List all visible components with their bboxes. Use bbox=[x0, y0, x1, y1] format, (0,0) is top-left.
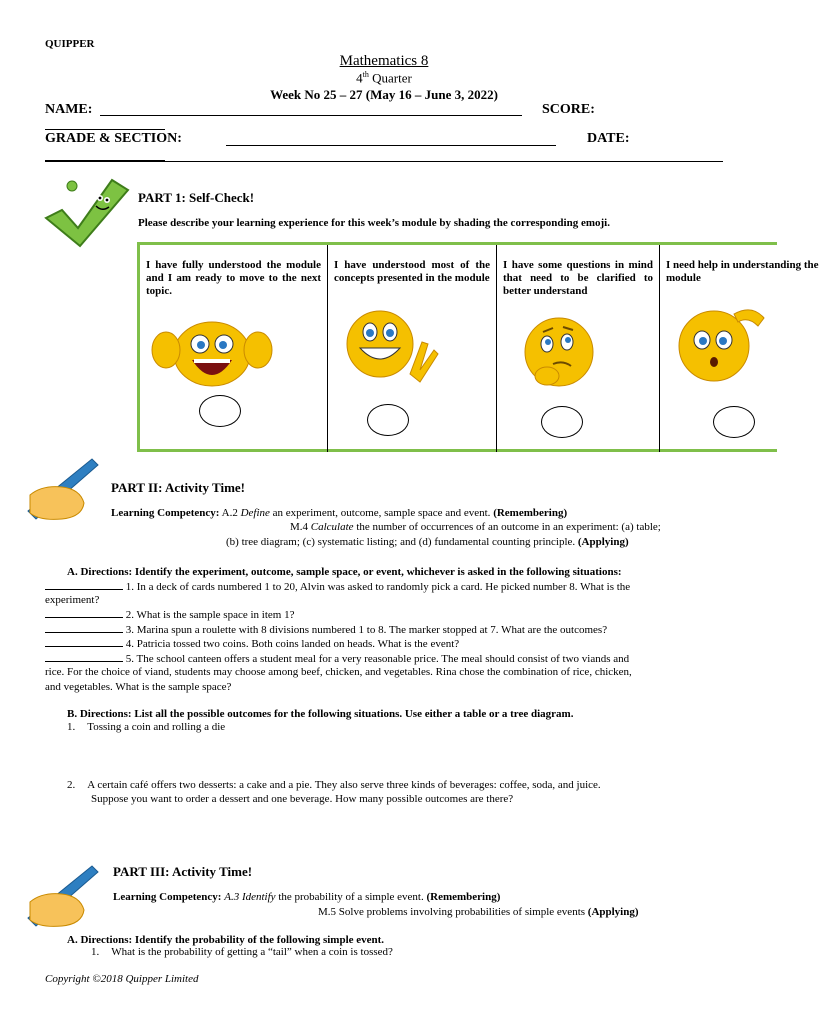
shade-circle-option-4[interactable] bbox=[713, 406, 755, 438]
week-label: Week No 25 – 27 (May 16 – June 3, 2022) bbox=[270, 87, 498, 102]
part3-directions-a: A. Directions: Identify the probability of the following simple event. bbox=[67, 934, 385, 946]
confused-emoji-icon bbox=[672, 304, 768, 384]
part2-directions-b: B. Directions: List all the possible outcomes for the following situations. Use either a table or a tree diagram. bbox=[67, 708, 574, 720]
part2-title: PART II: Activity Time! bbox=[111, 480, 245, 495]
answer-blank[interactable] bbox=[45, 636, 123, 647]
b-item-2-cont: Suppose you want to order a dessert and one beverage. How many possible outcomes are there? bbox=[91, 793, 514, 805]
part1-instruction: Please describe your learning experience for this week’s module by shading the corresponding emoji. bbox=[138, 217, 610, 229]
grade-section-label: GRADE & SECTION: bbox=[45, 131, 182, 146]
option-text: I have some questions in mind that need to be clarified to better understand bbox=[503, 259, 653, 297]
item-1: 1. In a deck of cards numbered 1 to 20, Alvin was asked to randomly pick a card. He picked number 8. What is the bbox=[45, 579, 721, 594]
answer-blank[interactable] bbox=[45, 579, 123, 590]
item-4: 4. Patricia tossed two coins. Both coins landed on heads. What is the event? bbox=[45, 636, 721, 651]
part3-question-1: 1. What is the probability of getting a “tail” when a coin is tossed? bbox=[91, 946, 393, 958]
item-2: 2. What is the sample space in item 1? bbox=[45, 607, 721, 622]
part2-competency-1: Learning Competency: A.2 Define an experiment, outcome, sample space and event. (Remembering) bbox=[111, 507, 568, 519]
answer-blank[interactable] bbox=[45, 651, 123, 662]
date-label: DATE: bbox=[587, 131, 630, 146]
header-divider bbox=[45, 161, 723, 162]
writing-hand-icon bbox=[22, 455, 102, 525]
thumbs-up-emoji-icon bbox=[152, 310, 272, 390]
check-mascot-icon bbox=[42, 176, 132, 248]
part2-competency-2: M.4 Calculate the number of occurrences of an outcome in an experiment: (a) table; bbox=[290, 521, 661, 533]
thinking-emoji-icon bbox=[513, 312, 608, 392]
quarter-label: 4th Quarter bbox=[356, 70, 412, 86]
item-5-cont-1: rice. For the choice of viand, students may choose among beef, chicken, and vegetables. Rina chose the combination of rice, chicken, bbox=[45, 666, 632, 678]
option-text: I have understood most of the concepts presented in the module bbox=[334, 259, 490, 284]
answer-blank[interactable] bbox=[45, 622, 123, 633]
b-item-2: 2. A certain café offers two desserts: a cake and a pie. They also serve three kinds of beverages: coffee, soda, and juice. bbox=[67, 779, 601, 791]
item-5-cont-2: and vegetables. What is the sample space? bbox=[45, 681, 232, 693]
b-item-1: 1. Tossing a coin and rolling a die bbox=[67, 721, 226, 733]
part1-title: PART 1: Self-Check! bbox=[138, 190, 255, 205]
part2-competency-2-cont: (b) tree diagram; (c) systematic listing; and (d) fundamental counting principle. (Applying) bbox=[226, 536, 629, 548]
grade-section-field[interactable] bbox=[226, 145, 556, 146]
shade-circle-option-3[interactable] bbox=[541, 406, 583, 438]
item-5: 5. The school canteen offers a student meal for a very reasonable price. The meal should consist of two viands and bbox=[45, 651, 721, 666]
option-text: I need help in understanding the module bbox=[666, 259, 819, 284]
score-field[interactable] bbox=[45, 129, 165, 130]
name-field[interactable] bbox=[100, 115, 522, 116]
answer-blank[interactable] bbox=[45, 607, 123, 618]
brand-label: QUIPPER bbox=[45, 38, 95, 50]
name-label: NAME: bbox=[45, 102, 93, 117]
shade-circle-option-2[interactable] bbox=[367, 404, 409, 436]
item-3: 3. Marina spun a roulette with 8 divisions numbered 1 to 8. The marker stopped at 7. What are the outcomes? bbox=[45, 622, 721, 637]
item-1-cont: experiment? bbox=[45, 594, 100, 606]
grinning-emoji-icon bbox=[340, 304, 440, 384]
shade-circle-option-1[interactable] bbox=[199, 395, 241, 427]
score-label: SCORE: bbox=[542, 102, 595, 117]
part2-directions-a: A. Directions: Identify the experiment, outcome, sample space, or event, whichever is asked in the following situations: bbox=[67, 566, 622, 578]
part3-competency-1: Learning Competency: A.3 Identify the probability of a simple event. (Remembering) bbox=[113, 891, 501, 903]
option-text: I have fully understood the module and I am ready to move to the next topic. bbox=[146, 259, 321, 297]
part3-title: PART III: Activity Time! bbox=[113, 864, 253, 879]
subject-title: Mathematics 8 bbox=[339, 53, 429, 69]
copyright-footer: Copyright ©2018 Quipper Limited bbox=[45, 973, 199, 985]
part3-competency-2: M.5 Solve problems involving probabilities of simple events (Applying) bbox=[318, 906, 639, 918]
writing-hand-icon bbox=[22, 862, 102, 932]
